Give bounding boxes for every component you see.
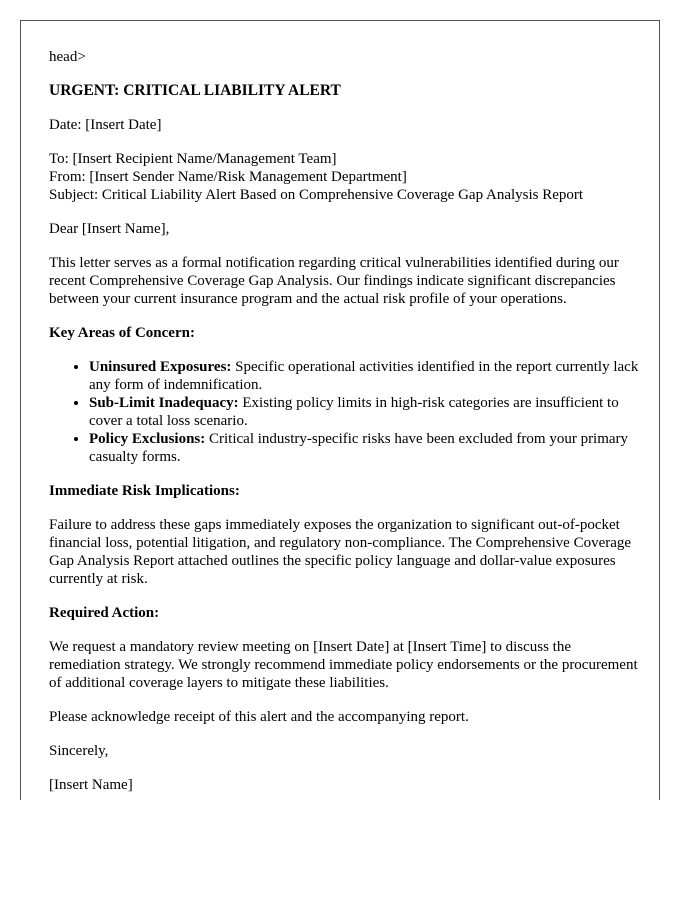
signature-name: [Insert Name]	[49, 777, 133, 793]
action-heading: Required Action:	[49, 605, 160, 621]
address-block	[49, 150, 639, 204]
closing: Sincerely,	[49, 743, 109, 759]
implications-heading: Immediate Risk Implications:	[49, 483, 240, 499]
concern-item-policy-exclusions	[89, 430, 639, 466]
date-line: Date: [Insert Date]	[49, 117, 162, 133]
concern-text: Existing policy limits in high-risk categories are insufficient to cover a total loss scenario.	[89, 395, 619, 429]
acknowledge-paragraph: Please acknowledge receipt of this alert and the accompanying report.	[49, 709, 469, 725]
subject-line: Subject: Critical Liability Alert Based on Comprehensive Coverage Gap Analysis Report	[49, 187, 584, 203]
concern-term: Sub-Limit Inadequacy:	[89, 395, 239, 411]
concern-text: Critical industry-specific risks have been excluded from your primary casualty forms.	[89, 431, 629, 465]
to-line: To: [Insert Recipient Name/Management Team]	[49, 151, 337, 167]
concerns-heading: Key Areas of Concern:	[49, 325, 195, 341]
concern-term: Policy Exclusions:	[89, 431, 206, 447]
concern-item-uninsured-exposures	[89, 358, 639, 394]
letter-title: URGENT: CRITICAL LIABILITY ALERT	[49, 82, 341, 99]
intro-paragraph: This letter serves as a formal notification regarding critical vulnerabilities identified during our recent Comprehensive Coverage Gap Analysis. Our findings indicate significant discrepancies between your current insurance program and the actual risk profile of your operations.	[49, 255, 619, 307]
implications-paragraph: Failure to address these gaps immediately exposes the organization to significant out-of-pocket financial loss, potential litigation, and regulatory non-compliance. The Comprehensive Coverage Gap Analysis Report attached outlines the specific policy language and dollar-value exposures currently at risk.	[49, 517, 632, 587]
concern-term: Uninsured Exposures:	[89, 359, 232, 375]
concern-text: Specific operational activities identified in the report currently lack any form of indemnification.	[89, 359, 639, 393]
action-paragraph: We request a mandatory review meeting on [Insert Date] at [Insert Time] to discuss the remediation strategy. We strongly recommend immediate policy endorsements or the procurement of additional coverage layers to mitigate these liabilities.	[49, 639, 638, 691]
concern-item-sub-limit-inadequacy	[89, 394, 639, 430]
letter-frame	[20, 20, 660, 800]
document-header-fragment: head>	[49, 49, 86, 65]
from-line: From: [Insert Sender Name/Risk Management Department]	[49, 169, 407, 185]
concerns-list	[49, 358, 639, 466]
letter-body	[49, 48, 639, 800]
salutation: Dear [Insert Name],	[49, 221, 170, 237]
